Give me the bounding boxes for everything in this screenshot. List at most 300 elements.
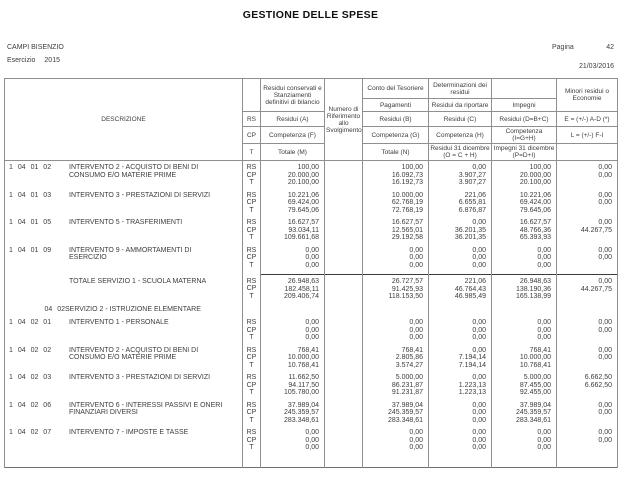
value-line: 46.985,49	[454, 293, 486, 300]
row-code: 1 04 02 01	[9, 319, 52, 326]
value-line: 26.727,57	[391, 278, 423, 285]
value-cell	[363, 219, 429, 247]
value-line: 72.768,19	[391, 206, 423, 214]
organization-name: CAMPI BISENZIO	[7, 44, 64, 51]
row-type-labels	[243, 319, 261, 347]
value-cell	[557, 374, 618, 402]
value-cell	[261, 161, 325, 192]
value-line: 87.455,00	[519, 381, 551, 389]
row-description-cell	[5, 275, 243, 306]
value-line: 0,00	[305, 246, 319, 254]
value-line: 79.645,06	[287, 206, 319, 214]
row-type-label: CP	[246, 409, 257, 416]
row-type-label: RS	[246, 164, 257, 171]
value-cell	[363, 347, 429, 375]
value-line: 100,00	[529, 164, 551, 171]
value-line: 0,00	[472, 429, 486, 436]
value-line	[557, 417, 617, 425]
reference-cell	[325, 192, 363, 220]
value-line: 16.627,57	[391, 219, 423, 226]
page-number-line	[552, 44, 614, 51]
value-line: 10.221,06	[287, 191, 319, 199]
row-type-labels	[243, 161, 261, 192]
row-type-label: RS	[246, 277, 257, 285]
value-line: 16.627,57	[287, 219, 319, 226]
value-line: 221,06	[464, 278, 486, 285]
value-line: 36.201,35	[454, 226, 486, 234]
value-cell	[429, 161, 492, 192]
header-impegni: Impegni	[492, 99, 557, 112]
value-cell	[557, 347, 618, 375]
value-line: 100,00	[401, 164, 423, 171]
row-type-label: T	[249, 261, 254, 269]
row-type-label: T	[249, 206, 254, 214]
value-line: 10.768,41	[519, 361, 551, 369]
value-line: 20.100,00	[519, 179, 551, 186]
filler-cell	[557, 457, 618, 468]
row-title: INTERVENTO 9 - AMMORTAMENTI DI ESERCIZIO	[69, 246, 192, 261]
reference-cell	[325, 306, 363, 320]
value-line: 0,00	[472, 334, 486, 341]
value-cell	[429, 247, 492, 275]
value-cell	[429, 219, 492, 247]
value-cell	[557, 306, 618, 320]
value-line: 0,00	[537, 334, 551, 341]
value-line: 91.231,87	[391, 389, 423, 396]
row-description-cell	[5, 319, 243, 347]
value-line: 118.153,50	[388, 293, 423, 300]
value-cell	[429, 374, 492, 402]
value-line: 0,00	[598, 219, 612, 226]
value-line: 0,00	[305, 326, 319, 334]
row-type-label: CP	[246, 226, 257, 234]
reference-cell	[325, 347, 363, 375]
value-line: 0,00	[305, 444, 319, 451]
value-line: 0,00	[598, 429, 612, 436]
row-code: 1 04 01 02	[9, 164, 52, 171]
value-line: 245.359,57	[283, 409, 319, 416]
value-cell	[261, 219, 325, 247]
value-line: 0,00	[537, 319, 551, 326]
pagina-value: 42	[606, 44, 614, 51]
row-type-label: RS	[246, 319, 257, 326]
value-line: 0,00	[472, 254, 486, 261]
value-line	[557, 389, 617, 397]
page-title: GESTIONE DELLE SPESE	[242, 9, 379, 21]
value-cell	[363, 275, 429, 306]
esercizio-label: Esercizio	[7, 57, 36, 64]
value-line: 0,00	[598, 354, 612, 361]
value-line: 5.000,00	[395, 374, 423, 381]
value-cell	[492, 275, 557, 306]
row-type-label: CP	[246, 354, 257, 361]
value-cell	[492, 402, 557, 430]
value-line: 283.348,61	[283, 416, 319, 424]
filler-cell	[429, 457, 492, 468]
value-line: 3.907,27	[458, 171, 486, 179]
value-cell	[557, 192, 618, 220]
row-description-cell	[5, 219, 243, 247]
value-line	[557, 362, 617, 370]
header-competenza-h: Competenza (H)	[429, 127, 492, 144]
row-type-labels	[243, 247, 261, 275]
row-description-cell	[5, 374, 243, 402]
row-type-label: RS	[246, 346, 257, 354]
value-cell	[429, 275, 492, 306]
value-line: 11.662,50	[288, 374, 319, 381]
value-line	[557, 207, 617, 215]
row-type-label: T	[249, 389, 254, 396]
value-line: 16.092,73	[391, 171, 423, 179]
value-cell	[557, 402, 618, 430]
row-type-label: RS	[246, 429, 257, 436]
row-type-label: RS	[246, 191, 257, 199]
value-cell	[261, 319, 325, 347]
value-line: 26.948,63	[287, 278, 319, 285]
value-line	[557, 262, 617, 270]
row-type-labels	[243, 429, 261, 457]
table-row	[5, 374, 618, 402]
value-line: 1.223,13	[458, 389, 486, 396]
table-row	[5, 429, 618, 457]
row-title: SERVIZIO 2 - ISTRUZIONE ELEMENTARE	[65, 305, 201, 313]
value-line: 92.455,00	[519, 389, 551, 396]
value-line: 0,00	[305, 429, 319, 436]
filler-cell	[325, 457, 363, 468]
value-line: 93.034,11	[288, 226, 319, 234]
value-line: 283.348,61	[387, 416, 423, 424]
row-title: INTERVENTO 3 - PRESTAZIONI DI SERVIZI	[69, 374, 211, 381]
table-row	[5, 319, 618, 347]
row-type-label: CP	[246, 171, 257, 179]
value-cell	[429, 402, 492, 430]
value-line: 0,00	[537, 254, 551, 261]
row-type-label: T	[249, 361, 254, 369]
value-line: 37.989,04	[519, 401, 551, 409]
value-line: 0,00	[409, 261, 423, 269]
value-line: 0,00	[472, 444, 486, 451]
value-line: 7.194,14	[458, 361, 486, 369]
value-line: 0,00	[305, 319, 319, 326]
header-residui-a: Residui (A)	[261, 112, 325, 127]
row-title: INTERVENTO 7 - IMPOSTE E TASSE	[69, 429, 189, 436]
value-line: 62.768,19	[391, 199, 423, 206]
value-line: 0,00	[305, 254, 319, 261]
value-line	[557, 444, 617, 452]
value-cell	[429, 319, 492, 347]
row-type-label: CP	[246, 254, 257, 261]
value-line: 16.627,57	[519, 219, 551, 226]
value-line: 0,00	[409, 436, 423, 444]
value-line: 182.458,11	[284, 285, 319, 293]
value-line: 0,00	[472, 219, 486, 226]
value-line: 0,00	[598, 326, 612, 334]
row-description-wrap	[5, 374, 242, 382]
row-code: 1 04 02 07	[9, 429, 52, 436]
value-line: 245.359,57	[515, 409, 551, 416]
row-description-cell	[5, 306, 243, 320]
value-cell	[363, 402, 429, 430]
value-cell	[492, 161, 557, 192]
row-type-label: CP	[246, 436, 257, 444]
header-totale-m: Totale (M)	[261, 144, 325, 161]
value-line: 0,00	[472, 246, 486, 254]
value-line: 0,00	[409, 319, 423, 326]
value-line: 48.766,36	[519, 226, 551, 234]
table-header	[5, 79, 618, 161]
value-line: 69.424,00	[287, 199, 319, 206]
value-line: 165.138,99	[515, 293, 551, 300]
value-line: 209.406,74	[283, 293, 319, 300]
row-description-cell	[5, 247, 243, 275]
value-line: 6.655,81	[458, 199, 486, 206]
value-line: 36.201,35	[454, 234, 486, 241]
value-line: 0,00	[472, 374, 486, 381]
filler-row	[5, 457, 618, 468]
row-type-labels	[243, 306, 261, 320]
row-description-cell	[5, 161, 243, 192]
value-cell	[492, 347, 557, 375]
value-cell	[429, 192, 492, 220]
esercizio-line	[7, 57, 60, 64]
value-cell	[261, 192, 325, 220]
value-line	[557, 234, 617, 242]
header-formula-e: E = (+/-) A-D (*)	[557, 112, 618, 127]
value-line: 69.424,00	[519, 199, 551, 206]
value-line: 768,41	[297, 346, 319, 354]
value-line: 0,00	[409, 334, 423, 341]
value-line: 0,00	[598, 278, 612, 285]
value-cell	[557, 161, 618, 192]
esercizio-value: 2015	[44, 57, 60, 64]
reference-cell	[325, 319, 363, 347]
value-cell	[492, 319, 557, 347]
row-description-wrap	[5, 247, 242, 262]
row-type-label: RS	[246, 246, 257, 254]
row-type-labels	[243, 275, 261, 306]
value-line: 0,00	[472, 409, 486, 416]
value-line: 10.000,00	[519, 354, 551, 361]
header-competenza-g: Competenza (G)	[363, 127, 429, 144]
value-line: 79.645,06	[519, 206, 551, 214]
row-description-cell	[5, 192, 243, 220]
value-line: 0,00	[537, 436, 551, 444]
row-description-wrap	[5, 219, 242, 227]
value-cell	[363, 247, 429, 275]
header-totale-n: Totale (N)	[363, 144, 429, 161]
header-competenza-i: Competenza (I=G+H)	[492, 127, 557, 144]
value-cell	[557, 319, 618, 347]
value-line: 0,00	[409, 254, 423, 261]
row-type-labels	[243, 192, 261, 220]
row-type-label: CP	[246, 381, 257, 389]
filler-cell	[243, 457, 261, 468]
value-line: 0,00	[409, 444, 423, 451]
header-residui-d: Residui (D=B+C)	[492, 112, 557, 127]
reference-cell	[325, 429, 363, 457]
value-cell	[363, 319, 429, 347]
value-cell	[429, 429, 492, 457]
value-cell	[429, 306, 492, 320]
value-cell	[492, 247, 557, 275]
header-pagamenti: Pagamenti	[363, 99, 429, 112]
value-line: 16.192,73	[391, 179, 423, 186]
value-line: 3.907,27	[458, 179, 486, 186]
row-code: 1 04 01 05	[9, 219, 52, 226]
value-line: 0,00	[472, 261, 486, 269]
value-line: 768,41	[401, 346, 423, 354]
value-line: 29.192,58	[391, 234, 423, 241]
table-row	[5, 192, 618, 220]
row-type-labels	[243, 402, 261, 430]
value-line: 5.000,00	[523, 374, 551, 381]
total-row	[5, 275, 618, 306]
value-line: 20.000,00	[287, 171, 319, 179]
header-numero-riferimento: Numero di Riferimento allo Svolgimento	[325, 79, 363, 161]
table-row	[5, 247, 618, 275]
value-line: 0,00	[598, 409, 612, 416]
header-residui-b: Residui (B)	[363, 112, 429, 127]
value-line: 245.359,57	[387, 409, 423, 416]
value-line: 0,00	[598, 319, 612, 326]
value-line: 0,00	[305, 334, 319, 341]
value-line: 0,00	[598, 346, 612, 354]
reference-cell	[325, 219, 363, 247]
row-type-labels	[243, 219, 261, 247]
value-line: 94.117,50	[288, 381, 319, 389]
value-line: 6.662,50	[584, 374, 612, 381]
row-title: INTERVENTO 2 - ACQUISTO DI BENI DI CONSUMO E/O MATERIE PRIME	[69, 164, 199, 179]
value-line: 0,00	[598, 246, 612, 254]
value-line: 91.425,93	[391, 285, 423, 293]
value-line: 0,00	[305, 436, 319, 444]
value-cell	[261, 429, 325, 457]
row-type-label: T	[249, 179, 254, 186]
table-row	[5, 402, 618, 430]
row-type-label: RS	[246, 401, 257, 409]
value-line: 0,00	[598, 199, 612, 206]
value-line: 20.100,00	[287, 179, 319, 186]
value-line: 0,00	[472, 401, 486, 409]
row-type-labels	[243, 347, 261, 375]
value-line: 0,00	[537, 429, 551, 436]
value-cell	[492, 429, 557, 457]
row-description-cell	[5, 429, 243, 457]
report-date: 21/03/2016	[578, 63, 614, 70]
row-description-wrap	[5, 347, 242, 362]
section-header-row	[5, 306, 618, 320]
value-line: 0,00	[537, 326, 551, 334]
value-line: 0,00	[472, 164, 486, 171]
value-line: 12.565,01	[391, 226, 423, 234]
row-description-wrap	[5, 429, 242, 437]
header-rst-spacer	[243, 79, 261, 112]
value-line: 44.267,75	[580, 226, 612, 234]
row-type-labels	[243, 374, 261, 402]
table-row	[5, 347, 618, 375]
header-residui-da-riportare: Residui da riportare	[429, 99, 492, 112]
value-cell	[261, 275, 325, 306]
value-line: 0,00	[598, 164, 612, 171]
value-line: 0,00	[537, 261, 551, 269]
value-cell	[261, 374, 325, 402]
value-line: 0,00	[409, 326, 423, 334]
row-code	[5, 278, 69, 286]
value-cell	[557, 275, 618, 306]
value-line: 0,00	[598, 436, 612, 444]
row-title: INTERVENTO 5 - TRASFERIMENTI	[69, 219, 183, 226]
filler-cell	[261, 457, 325, 468]
value-line: 2.805,86	[395, 354, 423, 361]
row-type-label: RS	[246, 374, 257, 381]
header-residui-c: Residui (C)	[429, 112, 492, 127]
header-minori-residui: Minori residui o Economie	[557, 79, 618, 112]
value-line: 37.989,04	[391, 401, 423, 409]
value-line: 221,06	[464, 191, 486, 199]
value-line: 65.393,93	[519, 234, 551, 241]
value-line: 3.574,27	[395, 361, 423, 369]
row-title: INTERVENTO 3 - PRESTAZIONI DI SERVIZI	[69, 191, 211, 199]
value-cell	[363, 429, 429, 457]
value-cell	[363, 192, 429, 220]
value-line: 0,00	[598, 254, 612, 261]
row-title: INTERVENTO 6 - INTERESSI PASSIVI E ONERI FINANZIARI DIVERSI	[69, 401, 223, 416]
value-line	[557, 179, 617, 187]
value-line: 6.876,87	[458, 206, 486, 214]
reference-cell	[325, 275, 363, 306]
row-description-cell	[5, 402, 243, 430]
value-line: 10.000,00	[287, 354, 319, 361]
value-cell	[492, 192, 557, 220]
value-line: 0,00	[305, 261, 319, 269]
row-code: 1 04 01 03	[9, 191, 52, 199]
value-line	[557, 293, 617, 301]
row-code: 1 04 01 09	[9, 246, 52, 254]
value-line: 0,00	[537, 444, 551, 451]
header-conto-tesoriere: Conto del Tesoriere	[363, 79, 429, 99]
reference-cell	[325, 161, 363, 192]
value-cell	[429, 347, 492, 375]
row-code: 1 04 02 03	[9, 374, 52, 381]
row-type-label: T	[249, 334, 254, 341]
value-line	[557, 334, 617, 342]
value-cell	[363, 306, 429, 320]
row-type-label: T	[249, 444, 254, 451]
header-t: T	[243, 144, 261, 161]
row-code: 04 02	[44, 305, 65, 313]
header-descrizione: DESCRIZIONE	[5, 79, 243, 161]
value-line: 10.768,41	[287, 361, 319, 369]
value-line: 20.000,00	[519, 171, 551, 179]
row-type-label: RS	[246, 219, 257, 226]
value-line: 1.223,13	[458, 381, 486, 389]
header-residui-conservati: Residui conservati e Stanziamenti definitivi di bilancio	[261, 79, 325, 112]
value-cell	[261, 402, 325, 430]
table-body	[5, 161, 618, 468]
spese-table	[4, 78, 618, 468]
reference-cell	[325, 402, 363, 430]
value-line: 26.948,63	[519, 278, 551, 285]
value-cell	[492, 219, 557, 247]
header-empty-e	[557, 144, 618, 161]
row-description-wrap	[5, 164, 242, 179]
row-description-wrap	[5, 192, 242, 200]
header-cp: CP	[243, 127, 261, 144]
value-cell	[557, 219, 618, 247]
table-row	[5, 219, 618, 247]
value-line: 44.267,75	[580, 285, 612, 293]
header-formula-l: L = (+/-) F-I	[557, 127, 618, 144]
